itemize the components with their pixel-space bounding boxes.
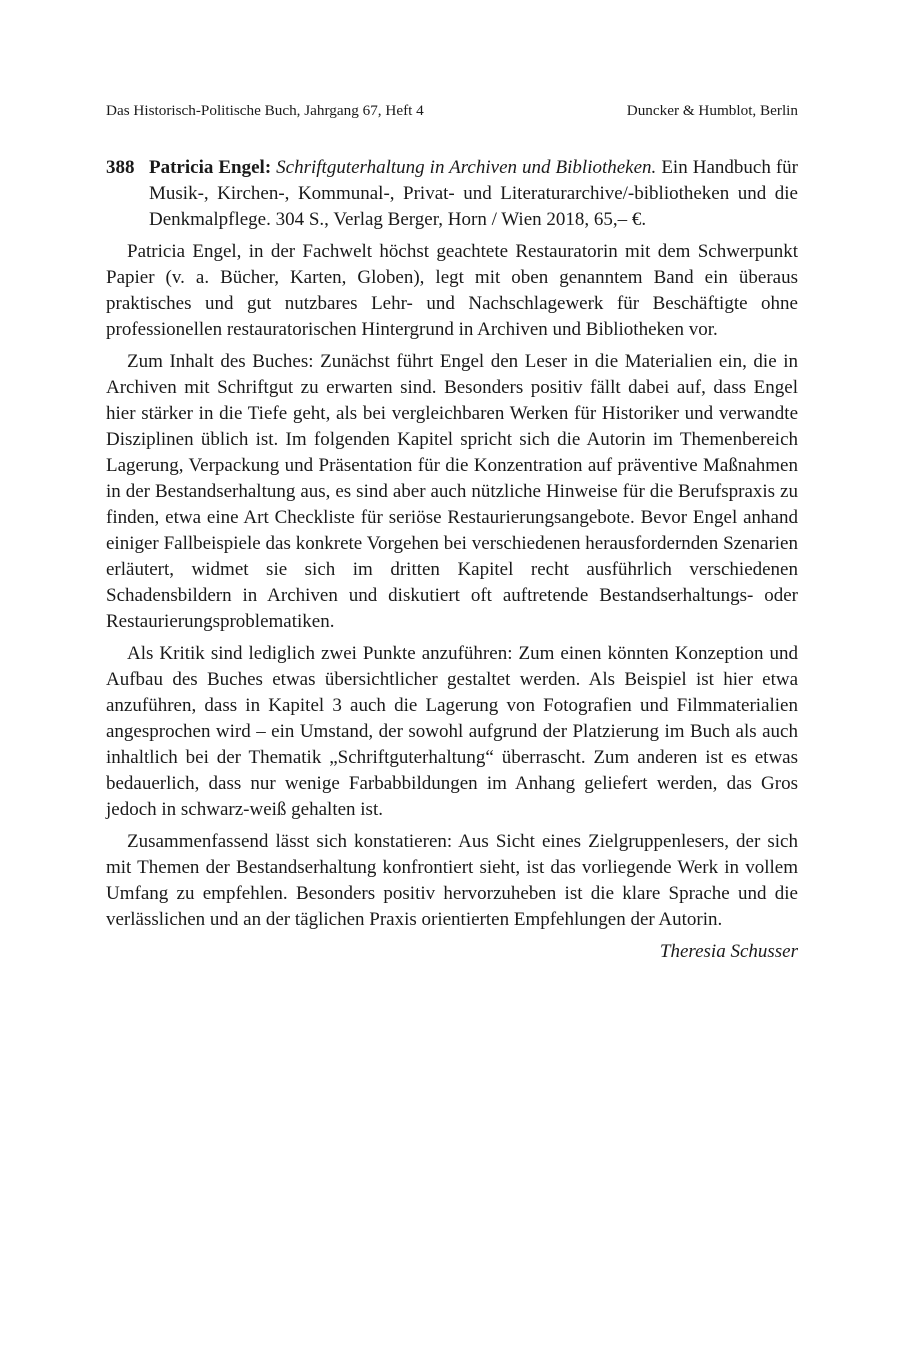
bibliographic-details: Ein Handbuch für Musik-, Kirchen-, Kommunal-, Privat- und Literaturarchive/-bibliotheken und die Denkmalpflege. 304 S., Verlag Berger, Horn / Wien 2018, 65,– €. bbox=[149, 157, 798, 230]
paragraph-4: Zusammenfassend lässt sich konstatieren: Aus Sicht eines Zielgruppenlesers, der sich mit Themen der Bestandserhaltung konfrontiert sieht, ist das vorliegende Werk in vollem Umfang zu empfehlen. Besonders positiv hervorzuheben ist die klare Sprache und die verlässlichen und an der täglichen Praxis orientierten Empfehlungen der Autorin. bbox=[106, 831, 798, 930]
entry-number: 388 bbox=[106, 157, 135, 178]
reviewer-signature: Theresia Schusser bbox=[659, 941, 798, 962]
review-body bbox=[106, 155, 798, 965]
publisher: Duncker & Humblot, Berlin bbox=[626, 102, 798, 119]
review-entry bbox=[106, 155, 798, 233]
paragraph-3: Als Kritik sind lediglich zwei Punkte anzuführen: Zum einen könnten Konzeption und Aufbau des Buches etwas übersichtlicher gestaltet werden. Als Beispiel ist hier etwa anzuführen, dass in Kapitel 3 auch die Lagerung von Fotografien und Filmmaterialien angesprochen wird – ein Umstand, der sowohl aufgrund der Platzierung im Buch als auch inhaltlich bei der Thematik „Schriftguterhaltung“ überrascht. Zum anderen ist es etwas bedauerlich, dass nur wenige Farbabbildungen im Anhang geliefert werden, das Gros jedoch in schwarz-weiß gehalten ist. bbox=[106, 643, 798, 820]
journal-title: Das Historisch-Politische Buch, Jahrgang 67, Heft 4 bbox=[106, 102, 424, 119]
book-author: Patricia Engel: bbox=[149, 157, 272, 178]
paragraph-2: Zum Inhalt des Buches: Zunächst führt Engel den Leser in die Materialien ein, die in Archiven mit Schriftgut zu erwarten sind. Besonders positiv fällt dabei auf, dass Engel hier stärker in die Tiefe geht, als bei vergleichbaren Werken für Historiker und verwandte Disziplinen üblich ist. Im folgenden Kapitel spricht sich die Autorin im Themenbereich Lagerung, Verpackung und Präsentation für die Konzentration auf präventive Maßnahmen in der Bestandserhaltung aus, es sind aber auch nützliche Hinweise für die Berufspraxis zu finden, etwa eine Art Checkliste für seriöse Restaurierungsangebote. Bevor Engel anhand einiger Fallbeispiele das konkrete Vorgehen bei verschiedenen herausfordernden Szenarien erläutert, widmet sie sich im dritten Kapitel recht ausführlich verschiedenen Schadensbildern in Archiven und diskutiert oft auftretende Bestandserhaltungs- oder Restaurierungsproblematiken. bbox=[106, 351, 798, 632]
running-head bbox=[106, 102, 798, 120]
bibliographic-reference bbox=[149, 155, 798, 233]
paragraph-1: Patricia Engel, in der Fachwelt höchst geachtete Restauratorin mit dem Schwerpunkt Papier (v. a. Bücher, Karten, Globen), legt mit oben genanntem Band ein überaus praktisches und gut nutzbares Lehr- und Nachschlagewerk für Beschäftigte ohne professionellen restauratorischen Hintergrund in Archiven und Bibliotheken vor. bbox=[106, 241, 798, 340]
book-title: Schriftguterhaltung in Archiven und Bibliotheken. bbox=[276, 157, 657, 178]
